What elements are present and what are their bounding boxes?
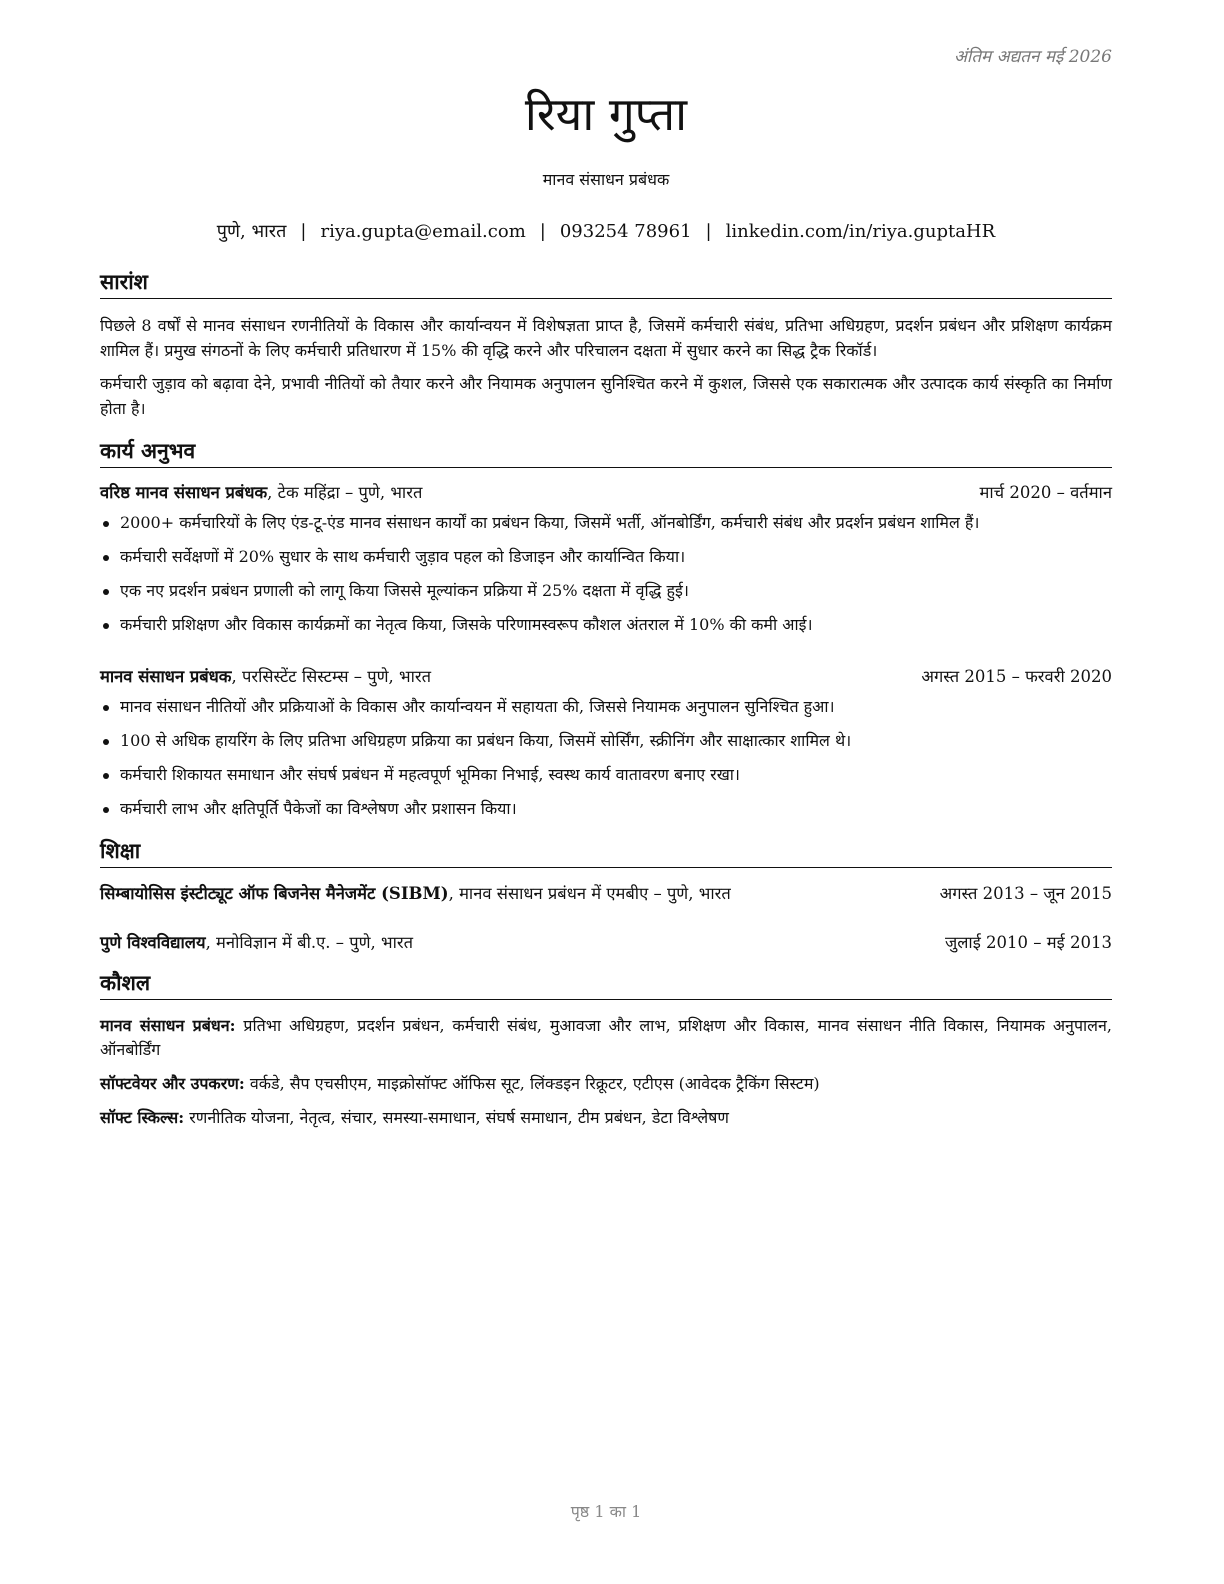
summary-heading: सारांश bbox=[100, 268, 1112, 299]
education-school-detail bbox=[100, 882, 731, 906]
skill-item bbox=[100, 1106, 1112, 1130]
list-item: मानव संसाधन नीतियों और प्रक्रियाओं के विकास और कार्यान्वयन में सहायता की, जिससे नियामक अनुपालन सुनिश्चित हुआ। bbox=[100, 695, 1112, 729]
education-detail: , मनोविज्ञान में बी.ए. – पुणे, भारत bbox=[205, 933, 414, 952]
skill-label: सॉफ्ट स्किल्स: bbox=[100, 1108, 185, 1127]
page-number: पृष्ठ 1 का 1 bbox=[570, 1502, 642, 1521]
education-school-detail bbox=[100, 931, 413, 955]
contact-separator: | bbox=[705, 221, 712, 242]
job-org: , टेक महिंद्रा – पुणे, भारत bbox=[267, 483, 423, 502]
education-dates: अगस्त 2013 – जून 2015 bbox=[939, 884, 1112, 903]
job-header bbox=[100, 481, 1112, 505]
skill-value: प्रतिभा अधिग्रहण, प्रदर्शन प्रबंधन, कर्मचारी संबंध, मुआवजा और लाभ, प्रशिक्षण और विकास, मानव संसाधन नीति विकास, नियामक अनुपालन, ऑनबोर्डिंग bbox=[100, 1016, 1112, 1059]
job-dates: अगस्त 2015 – फरवरी 2020 bbox=[921, 667, 1112, 686]
job-role: वरिष्ठ मानव संसाधन प्रबंधक bbox=[100, 483, 268, 502]
education-item bbox=[100, 882, 1112, 906]
contact-phone: 093254 78961 bbox=[559, 221, 692, 242]
candidate-name: रिया गुप्ता bbox=[524, 87, 688, 141]
job-header bbox=[100, 665, 1112, 689]
education-detail: , मानव संसाधन प्रबंधन में एमबीए – पुणे, भारत bbox=[448, 884, 731, 903]
contact-separator: | bbox=[300, 221, 307, 242]
list-item: 2000+ कर्मचारियों के लिए एंड-टू-एंड मानव संसाधन कार्यों का प्रबंधन किया, जिसमें भर्ती, ऑनबोर्डिंग, कर्मचारी संबंध और प्रदर्शन प्रबंधन शामिल हैं। bbox=[100, 511, 1112, 545]
list-item: एक नए प्रदर्शन प्रबंधन प्रणाली को लागू किया जिससे मूल्यांकन प्रक्रिया में 25% दक्षता में वृद्धि हुई। bbox=[100, 579, 1112, 613]
contact-email[interactable]: riya.gupta@email.com bbox=[320, 221, 526, 242]
skill-item bbox=[100, 1014, 1112, 1062]
education-heading: शिक्षा bbox=[100, 837, 1112, 868]
skill-label: सॉफ्टवेयर और उपकरण: bbox=[100, 1074, 245, 1093]
resume-page bbox=[100, 0, 1112, 1584]
education-school: पुणे विश्वविद्यालय bbox=[100, 933, 206, 952]
education-item bbox=[100, 931, 1112, 955]
job-role-org bbox=[100, 481, 422, 505]
contact-separator: | bbox=[539, 221, 546, 242]
list-item: कर्मचारी लाभ और क्षतिपूर्ति पैकेजों का विश्लेषण और प्रशासन किया। bbox=[100, 797, 1112, 831]
education-school: सिम्बायोसिस इंस्टीट्यूट ऑफ बिजनेस मैनेजमेंट (SIBM) bbox=[100, 884, 449, 903]
job-role-org bbox=[100, 665, 431, 689]
education-dates: जुलाई 2010 – मई 2013 bbox=[945, 933, 1112, 952]
last-updated: अंतिम अद्यतन मई 2026 bbox=[953, 47, 1112, 67]
job-role: मानव संसाधन प्रबंधक bbox=[100, 667, 232, 686]
skill-item bbox=[100, 1072, 1112, 1096]
list-item: कर्मचारी प्रशिक्षण और विकास कार्यक्रमों का नेतृत्व किया, जिसके परिणामस्वरूप कौशल अंतराल में 10% की कमी आई। bbox=[100, 613, 1112, 647]
list-item: 100 से अधिक हायरिंग के लिए प्रतिभा अधिग्रहण प्रक्रिया का प्रबंधन किया, जिसमें सोर्सिंग, स्क्रीनिंग और साक्षात्कार शामिल थे। bbox=[100, 729, 1112, 763]
skills-heading: कौशल bbox=[100, 969, 1112, 1000]
experience-heading: कार्य अनुभव bbox=[100, 437, 1112, 468]
job-org: , परसिस्टेंट सिस्टम्स – पुणे, भारत bbox=[231, 667, 432, 686]
skill-label: मानव संसाधन प्रबंधन: bbox=[100, 1016, 236, 1035]
summary-paragraph-1: पिछले 8 वर्षों से मानव संसाधन रणनीतियों के विकास और कार्यान्वयन में विशेषज्ञता प्राप्त है, जिसमें कर्मचारी संबंध, प्रतिभा अधिग्रहण, प्रदर्शन प्रबंधन और प्रशिक्षण कार्यक्रम शामिल हैं। प्रमुख संगठनों के लिए कर्मचारी प्रतिधारण में 15% की वृद्धि करने और परिचालन दक्षता में सुधार करने का सिद्ध ट्रैक रिकॉर्ड। bbox=[100, 316, 1112, 360]
candidate-title: मानव संसाधन प्रबंधक bbox=[542, 170, 670, 189]
list-item: कर्मचारी सर्वेक्षणों में 20% सुधार के साथ कर्मचारी जुड़ाव पहल को डिजाइन और कार्यान्वित किया। bbox=[100, 545, 1112, 579]
summary-paragraph-2: कर्मचारी जुड़ाव को बढ़ावा देने, प्रभावी नीतियों को तैयार करने और नियामक अनुपालन सुनिश्चित करने में कुशल, जिससे एक सकारात्मक और उत्पादक कार्य संस्कृति का निर्माण होता है। bbox=[100, 374, 1112, 418]
job-dates: मार्च 2020 – वर्तमान bbox=[979, 483, 1112, 502]
skill-value: वर्कडे, सैप एचसीएम, माइक्रोसॉफ्ट ऑफिस सूट, लिंक्डइन रिक्रूटर, एटीएस (आवेदक ट्रैकिंग सिस्टम) bbox=[244, 1074, 820, 1093]
contact-location: पुणे, भारत bbox=[216, 221, 287, 242]
contact-linkedin[interactable]: linkedin.com/in/riya.guptaHR bbox=[725, 221, 996, 242]
contact-line bbox=[100, 219, 1112, 243]
skill-value: रणनीतिक योजना, नेतृत्व, संचार, समस्या-समाधान, संघर्ष समाधान, टीम प्रबंधन, डेटा विश्लेषण bbox=[184, 1108, 729, 1127]
list-item: कर्मचारी शिकायत समाधान और संघर्ष प्रबंधन में महत्वपूर्ण भूमिका निभाई, स्वस्थ कार्य वातावरण बनाए रखा। bbox=[100, 763, 1112, 797]
job-bullets bbox=[100, 695, 1112, 831]
job-bullets bbox=[100, 511, 1112, 647]
